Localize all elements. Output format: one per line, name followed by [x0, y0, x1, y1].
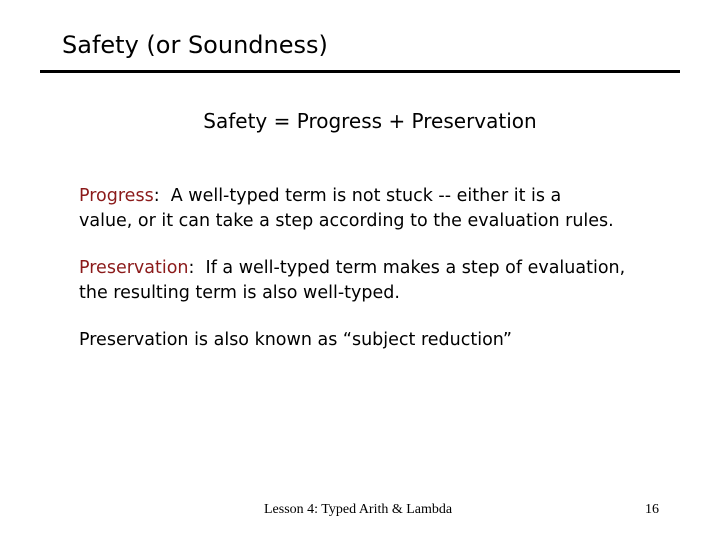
footer-lesson-title: Lesson 4: Typed Arith & Lambda	[264, 502, 453, 517]
progress-text-line2: value, or it can take a step according to the evaluation rules.	[79, 211, 614, 231]
progress-term: Progress	[79, 186, 154, 206]
progress-colon: :	[153, 186, 160, 206]
preservation-colon: :	[188, 258, 195, 278]
progress-text-line1: A well-typed term is not stuck -- either it is a	[159, 186, 562, 206]
subject-reduction-note: Preservation is also known as “subject reduction”	[79, 330, 512, 350]
slide-title: Safety (or Soundness)	[62, 31, 328, 59]
preservation-term: Preservation	[79, 258, 189, 278]
preservation-definition	[79, 256, 625, 306]
preservation-text-line1: If a well-typed term makes a step of evaluation,	[194, 258, 626, 278]
page-number: 16	[645, 502, 659, 517]
progress-definition	[79, 184, 614, 234]
safety-equation: Safety = Progress + Preservation	[203, 109, 537, 133]
preservation-text-line2: the resulting term is also well-typed.	[79, 283, 400, 303]
title-divider	[40, 70, 680, 73]
